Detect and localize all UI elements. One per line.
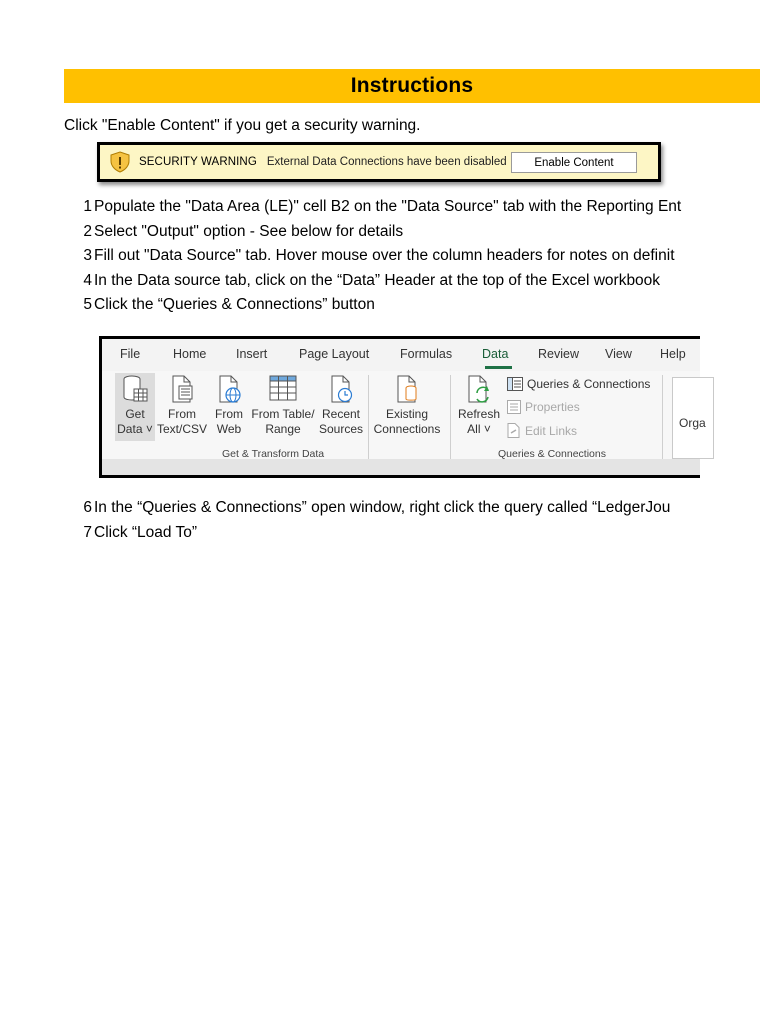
shield-warning-icon: [109, 151, 131, 173]
step-number: 6: [83, 499, 92, 516]
excel-ribbon-screenshot: [99, 336, 706, 478]
get-data-button[interactable]: [115, 373, 155, 441]
refresh-line1: Refresh: [457, 407, 501, 421]
queries-connections-button[interactable]: [507, 377, 650, 391]
steps-list-top: [80, 198, 700, 321]
tab-insert[interactable]: Insert: [236, 347, 268, 361]
table-range-icon: [268, 373, 298, 405]
ribbon-separator: [662, 375, 663, 459]
from-web-button[interactable]: [209, 373, 249, 437]
ribbon-separator: [368, 375, 369, 459]
get-data-line1: Get: [125, 407, 145, 421]
tab-review[interactable]: Review: [538, 347, 579, 361]
refresh-line2: All ˅: [467, 422, 491, 436]
get-transform-group-label: Get & Transform Data: [222, 448, 325, 460]
tab-view[interactable]: View: [605, 347, 632, 361]
properties-label: Properties: [525, 400, 580, 414]
page-title: Instructions: [350, 74, 474, 97]
from-web-line2: Web: [216, 422, 242, 436]
edit-links-button[interactable]: [507, 423, 577, 438]
step-text: In the “Queries & Connections” open window, right click the query called “LedgerJou: [94, 499, 671, 516]
tab-file[interactable]: File: [120, 347, 141, 361]
security-warning-label: SECURITY WARNING: [139, 156, 257, 168]
step-text: Click the “Queries & Connections” button: [94, 296, 375, 313]
list-item: [80, 499, 700, 524]
get-data-line2: Data ˅: [117, 422, 153, 436]
existing-connections-button[interactable]: [371, 373, 443, 437]
properties-button[interactable]: [507, 400, 580, 414]
security-warning-message: External Data Connections have been disabled: [266, 156, 507, 168]
tab-page-layout[interactable]: Page Layout: [299, 347, 370, 361]
list-item: [80, 296, 700, 321]
edit-links-label: Edit Links: [525, 423, 578, 438]
step-text: In the Data source tab, click on the “Data” Header at the top of the Excel workbook: [94, 271, 661, 289]
step-number: 7: [83, 523, 92, 541]
recent-sources-icon: [328, 373, 354, 405]
properties-icon: [507, 400, 521, 414]
list-item: [80, 223, 700, 248]
steps-list-bottom: [80, 499, 700, 548]
queries-connections-label: Queries & Connections: [527, 377, 651, 391]
refresh-icon: [465, 373, 493, 405]
edit-links-icon: [507, 423, 521, 438]
tab-data[interactable]: Data: [482, 347, 509, 361]
step-text: Fill out "Data Source" tab. Hover mouse over the column headers for notes on definit: [94, 247, 675, 264]
refresh-all-button[interactable]: [457, 373, 501, 437]
instructions-header: [64, 69, 760, 103]
from-text-line1: From: [168, 407, 196, 421]
recent-sources-line1: Recent: [321, 407, 361, 421]
tab-help[interactable]: Help: [660, 347, 686, 361]
step-text: Select "Output" option - See below for details: [94, 222, 404, 240]
list-item: [80, 524, 700, 549]
from-text-csv-button[interactable]: [157, 373, 207, 437]
ribbon-separator: [450, 375, 451, 459]
database-grid-icon: [121, 373, 149, 405]
from-table-range-button[interactable]: [250, 373, 316, 437]
from-web-line1: From: [215, 407, 243, 421]
from-text-line2: Text/CSV: [157, 422, 208, 436]
from-table-line2: Range: [265, 422, 301, 436]
list-item: [80, 198, 700, 223]
step-number: 1: [83, 198, 92, 215]
tab-formulas[interactable]: Formulas: [400, 347, 453, 361]
step-number: 3: [83, 247, 92, 264]
step-text: Populate the "Data Area (LE)" cell B2 on the "Data Source" tab with the Reporting Ent: [94, 198, 682, 215]
recent-sources-button[interactable]: [317, 373, 365, 437]
list-item: [80, 247, 700, 272]
existing-connections-line2: Connections: [373, 422, 441, 436]
organization-button[interactable]: [672, 377, 714, 459]
queries-connections-icon: [507, 377, 523, 391]
existing-connections-line1: Existing: [385, 407, 429, 421]
enable-content-button[interactable]: Enable Content: [511, 152, 637, 173]
step-number: 4: [83, 271, 92, 289]
organization-label: Orga: [679, 416, 706, 430]
intro-text: Click "Enable Content" if you get a security warning.: [64, 117, 421, 134]
from-table-line1: From Table/: [251, 407, 315, 421]
step-number: 2: [83, 222, 92, 240]
step-text: Click “Load To”: [94, 523, 198, 541]
list-item: [80, 272, 700, 297]
ribbon-bottom-strip: [102, 459, 700, 475]
queries-group-label: Queries & Connections: [498, 448, 606, 460]
security-warning-bar: [97, 142, 661, 182]
web-file-icon: [216, 373, 242, 405]
step-number: 5: [83, 296, 92, 313]
active-tab-indicator: [485, 366, 512, 369]
recent-sources-line2: Sources: [318, 422, 364, 436]
tab-home[interactable]: Home: [173, 347, 207, 361]
existing-connections-icon: [394, 373, 420, 405]
ribbon-tabs: [102, 339, 700, 367]
text-file-icon: [169, 373, 195, 405]
